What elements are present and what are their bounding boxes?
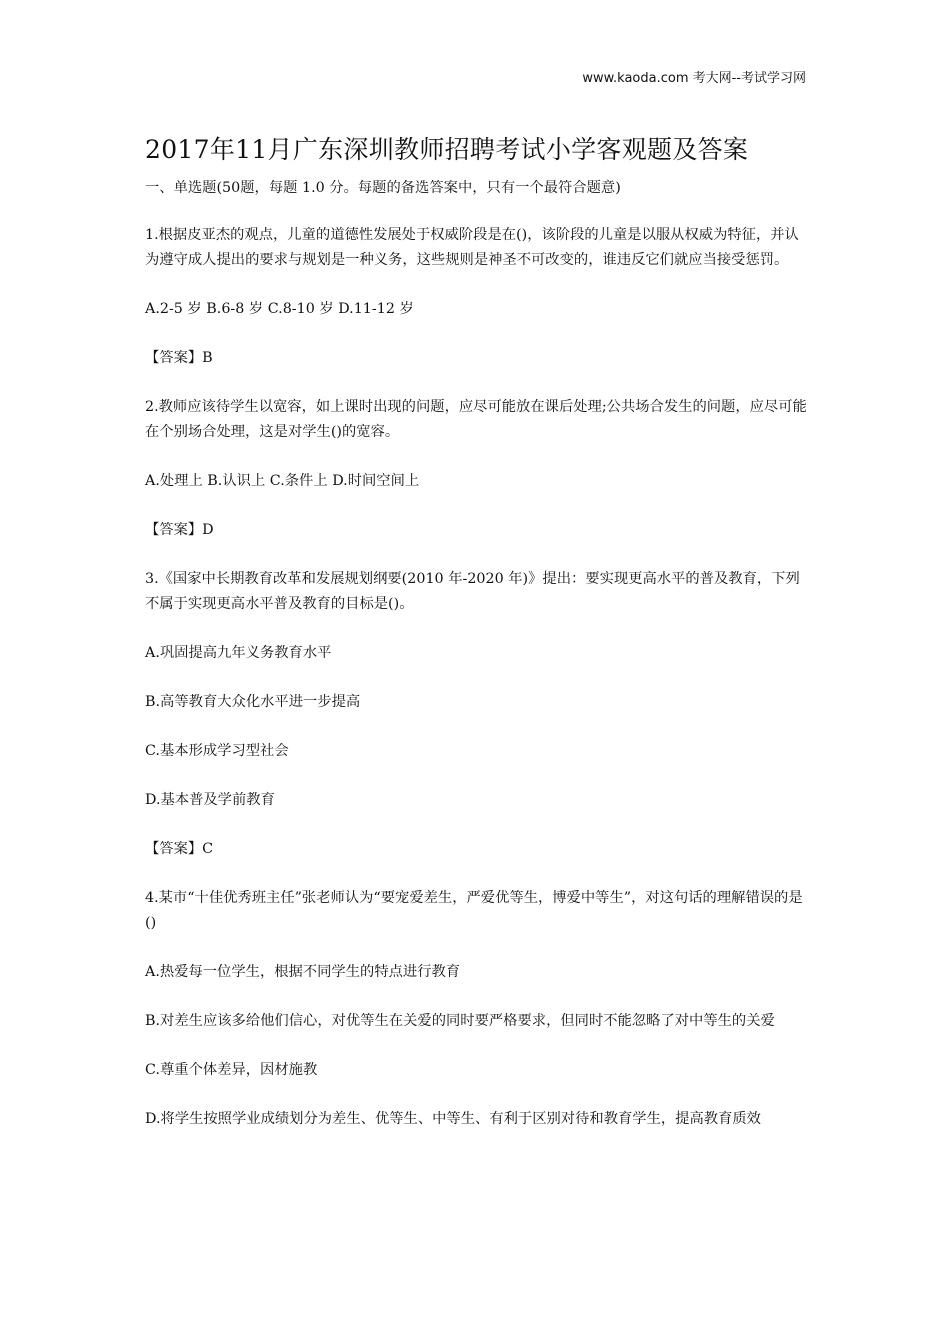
question-1-answer: 【答案】B bbox=[145, 350, 213, 366]
question-2: 2.教师应该待学生以宽容，如上课时出现的问题，应尽可能放在课后处理;公共场合发生的问题，应尽可能在个别场合处理，这是对学生()的宽容。 bbox=[145, 399, 807, 440]
document-title: 2017年11月广东深圳教师招聘考试小学客观题及答案 bbox=[145, 135, 749, 164]
question-4-option-d: D.将学生按照学业成绩划分为差生、优等生、中等生、有利于区别对待和教育学生，提高教育质效 bbox=[145, 1111, 761, 1127]
section-heading: 一、单选题(50题，每题 1.0 分。每题的备选答案中，只有一个最符合题意) bbox=[145, 180, 621, 196]
question-2-answer: 【答案】D bbox=[145, 522, 214, 538]
question-1-options: A.2-5 岁 B.6-8 岁 C.8-10 岁 D.11-12 岁 bbox=[145, 301, 414, 317]
question-3-option-c: C.基本形成学习型社会 bbox=[145, 743, 289, 759]
question-3-option-d: D.基本普及学前教育 bbox=[145, 792, 275, 808]
question-1: 1.根据皮亚杰的观点，儿童的道德性发展处于权威阶段是在()，该阶段的儿童是以服从权威为特征，并认为遵守成人提出的要求与规划是一种义务，这些规则是神圣不可改变的，谁违反它们就应当接受惩罚。 bbox=[145, 227, 799, 268]
question-4-option-b: B.对差生应该多给他们信心，对优等生在关爱的同时要严格要求，但同时不能忽略了对中等生的关爱 bbox=[145, 1013, 775, 1029]
question-2-options: A.处理上 B.认识上 C.条件上 D.时间空间上 bbox=[145, 473, 420, 489]
question-4-option-a: A.热爱每一位学生，根据不同学生的特点进行教育 bbox=[145, 964, 461, 980]
question-3-answer: 【答案】C bbox=[145, 841, 214, 857]
question-4: 4.某市“十佳优秀班主任”张老师认为“要宠爱差生，严爱优等生，博爱中等生”，对这句话的理解错误的是() bbox=[145, 890, 803, 931]
document-body bbox=[145, 223, 810, 1156]
question-3: 3.《国家中长期教育改革和发展规划纲要(2010 年-2020 年)》提出：要实现更高水平的普及教育，下列不属于实现更高水平普及教育的目标是()。 bbox=[145, 571, 800, 612]
question-3-option-b: B.高等教育大众化水平进一步提高 bbox=[145, 694, 361, 710]
question-4-option-c: C.尊重个体差异，因材施教 bbox=[145, 1062, 318, 1078]
site-header: www.kaoda.com 考大网--考试学习网 bbox=[582, 71, 806, 86]
question-3-option-a: A.巩固提高九年义务教育水平 bbox=[145, 645, 332, 661]
